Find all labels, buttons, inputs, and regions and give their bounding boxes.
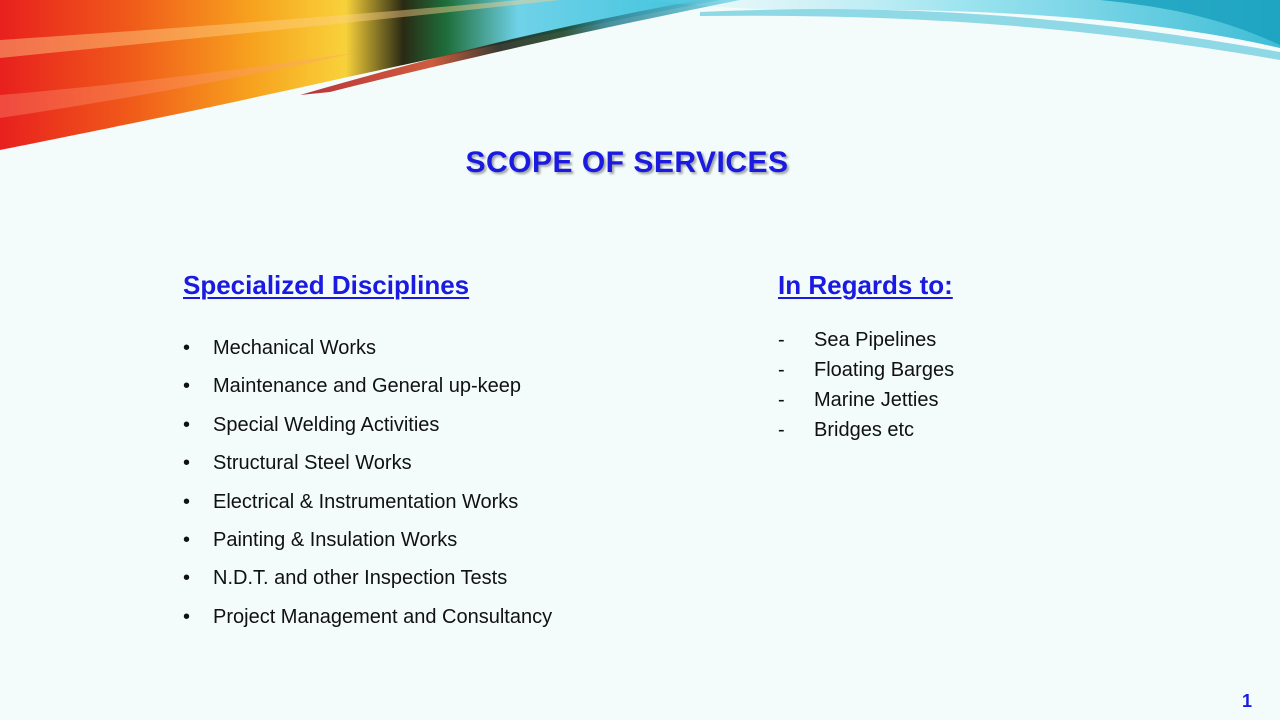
- bullet-marker: •: [183, 605, 191, 628]
- in-regards-to-list: [778, 328, 1178, 448]
- list-item-text: Mechanical Works: [213, 337, 377, 359]
- list-item: [183, 413, 703, 451]
- list-item: [183, 566, 703, 604]
- dash-marker: -: [778, 329, 785, 351]
- page-number: 1: [1241, 691, 1252, 711]
- dash-marker: -: [778, 419, 785, 441]
- list-item: [183, 490, 703, 528]
- bullet-marker: •: [183, 452, 191, 475]
- list-item: [778, 328, 1178, 358]
- slide-title: SCOPE OF SERVICES: [465, 146, 789, 179]
- list-item-text: N.D.T. and other Inspection Tests: [213, 567, 508, 590]
- in-regards-to-section: [778, 268, 1178, 448]
- list-item-text: Floating Barges: [814, 359, 955, 381]
- list-item-text: Maintenance and General up-keep: [213, 375, 521, 398]
- list-item-text: Special Welding Activities: [213, 413, 440, 436]
- bullet-marker: •: [183, 375, 191, 398]
- bullet-marker: •: [183, 490, 191, 513]
- in-regards-to-heading: In Regards to:: [778, 270, 953, 300]
- specialized-disciplines-section: [183, 268, 703, 643]
- list-item: [183, 605, 703, 643]
- specialized-disciplines-heading: Specialized Disciplines: [183, 270, 470, 300]
- specialized-disciplines-list: [183, 336, 703, 643]
- list-item: [778, 358, 1178, 388]
- list-item: [183, 374, 703, 412]
- list-item-text: Sea Pipelines: [814, 329, 937, 351]
- list-item-text: Electrical & Instrumentation Works: [213, 490, 519, 513]
- bullet-marker: •: [183, 413, 191, 436]
- list-item-text: Marine Jetties: [814, 389, 939, 411]
- list-item-text: Painting & Insulation Works: [213, 528, 458, 551]
- list-item-text: Structural Steel Works: [213, 452, 412, 475]
- bullet-marker: •: [183, 567, 191, 590]
- list-item-text: Project Management and Consultancy: [213, 605, 553, 628]
- list-item: [183, 451, 703, 489]
- bullet-marker: •: [183, 528, 191, 551]
- bullet-marker: •: [183, 337, 191, 359]
- list-item: [183, 336, 703, 374]
- list-item: [183, 528, 703, 566]
- list-item: [778, 418, 1178, 448]
- list-item: [778, 388, 1178, 418]
- dash-marker: -: [778, 359, 785, 381]
- dash-marker: -: [778, 389, 785, 411]
- list-item-text: Bridges etc: [814, 419, 915, 441]
